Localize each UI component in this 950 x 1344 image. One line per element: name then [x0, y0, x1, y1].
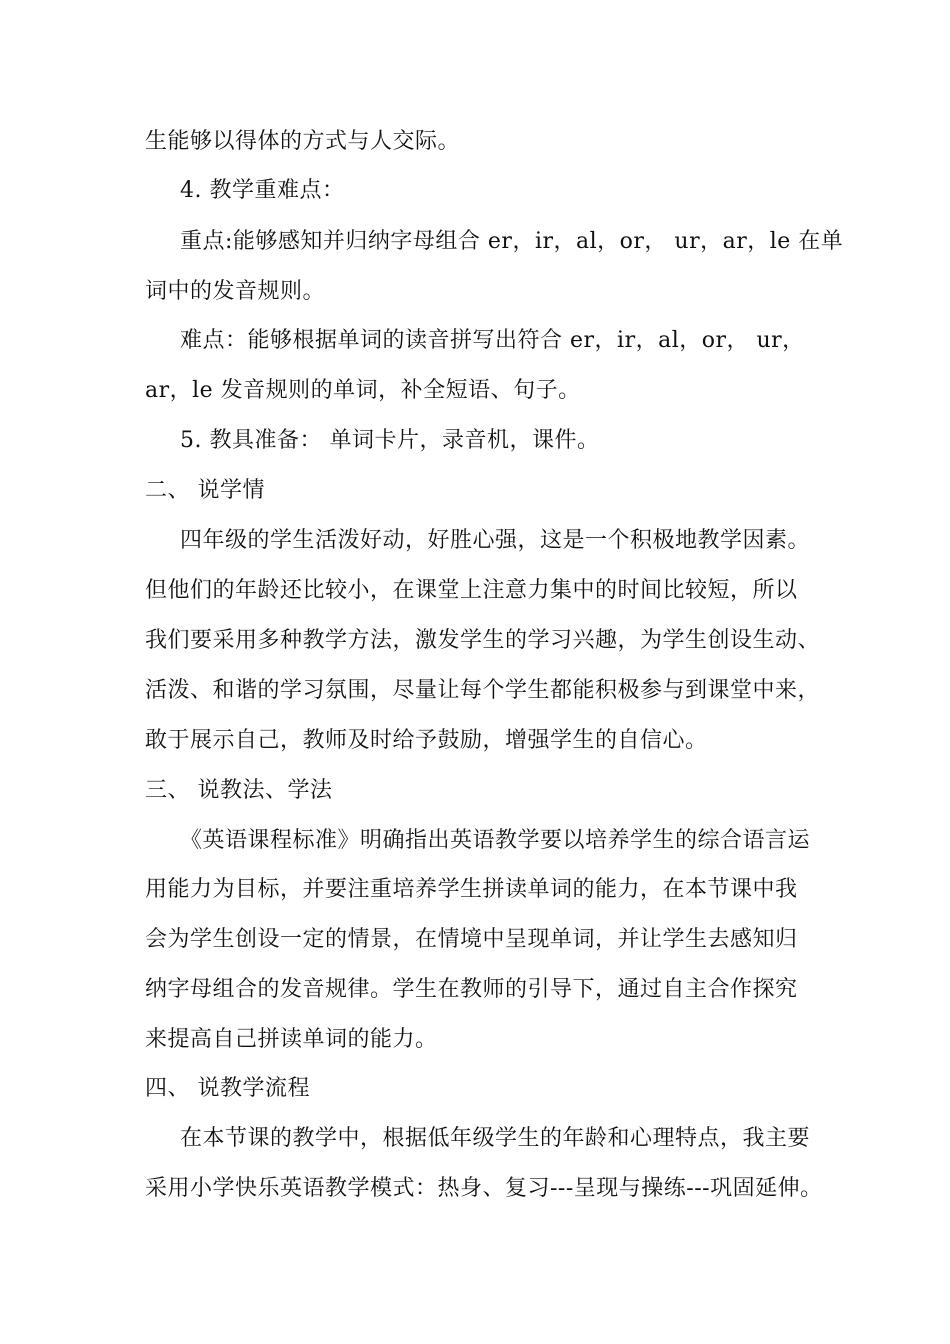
paragraph-line: 我们要采用多种教学方法，激发学生的学习兴趣，为学生创设生动、: [145, 628, 821, 653]
paragraph-line: 敢于展示自己，教师及时给予鼓励，增强学生的自信心。: [145, 728, 708, 753]
section-heading: 四、 说教学流程: [145, 1076, 310, 1101]
paragraph-line: 在本节课的教学中，根据低年级学生的年龄和心理特点，我主要: [180, 1126, 811, 1151]
paragraph-line: 采用小学快乐英语教学模式：热身、复习---呈现与操练---巩固延伸。: [145, 1176, 823, 1201]
paragraph-line: 词中的发音规则。: [145, 279, 326, 304]
paragraph-line: 但他们的年龄还比较小，在课堂上注意力集中的时间比较短，所以: [145, 578, 798, 603]
paragraph-line: 会为学生创设一定的情景，在情境中呈现单词，并让学生去感知归: [145, 927, 798, 952]
paragraph-line: 生能够以得体的方式与人交际。: [145, 129, 461, 154]
section-heading: 4. 教学重难点：: [180, 178, 345, 203]
paragraph-line: 四年级的学生活泼好动，好胜心强，这是一个积极地教学因素。: [180, 528, 811, 553]
section-heading: 5. 教具准备： 单词卡片，录音机，课件。: [180, 428, 600, 453]
section-heading: 二、 说学情: [145, 478, 265, 503]
section-heading: 三、 说教法、学法: [145, 778, 333, 803]
paragraph-line: 难点：能够根据单词的读音拼写出符合 er，ir，al，or， ur，: [180, 328, 805, 353]
paragraph-line: 《英语课程标准》明确指出英语教学要以培养学生的综合语言运: [180, 828, 811, 853]
paragraph-line: 活泼、和谐的学习氛围，尽量让每个学生都能积极参与到课堂中来，: [145, 678, 821, 703]
paragraph-line: 重点:能够感知并归纳字母组合 er，ir，al，or， ur，ar，le 在单: [180, 229, 844, 254]
paragraph-line: ar，le 发音规则的单词，补全短语、句子。: [145, 378, 581, 403]
paragraph-line: 来提高自己拼读单词的能力。: [145, 1027, 438, 1052]
paragraph-line: 纳字母组合的发音规律。学生在教师的引导下，通过自主合作探究: [145, 977, 798, 1002]
paragraph-line: 用能力为目标，并要注重培养学生拼读单词的能力，在本节课中我: [145, 877, 798, 902]
